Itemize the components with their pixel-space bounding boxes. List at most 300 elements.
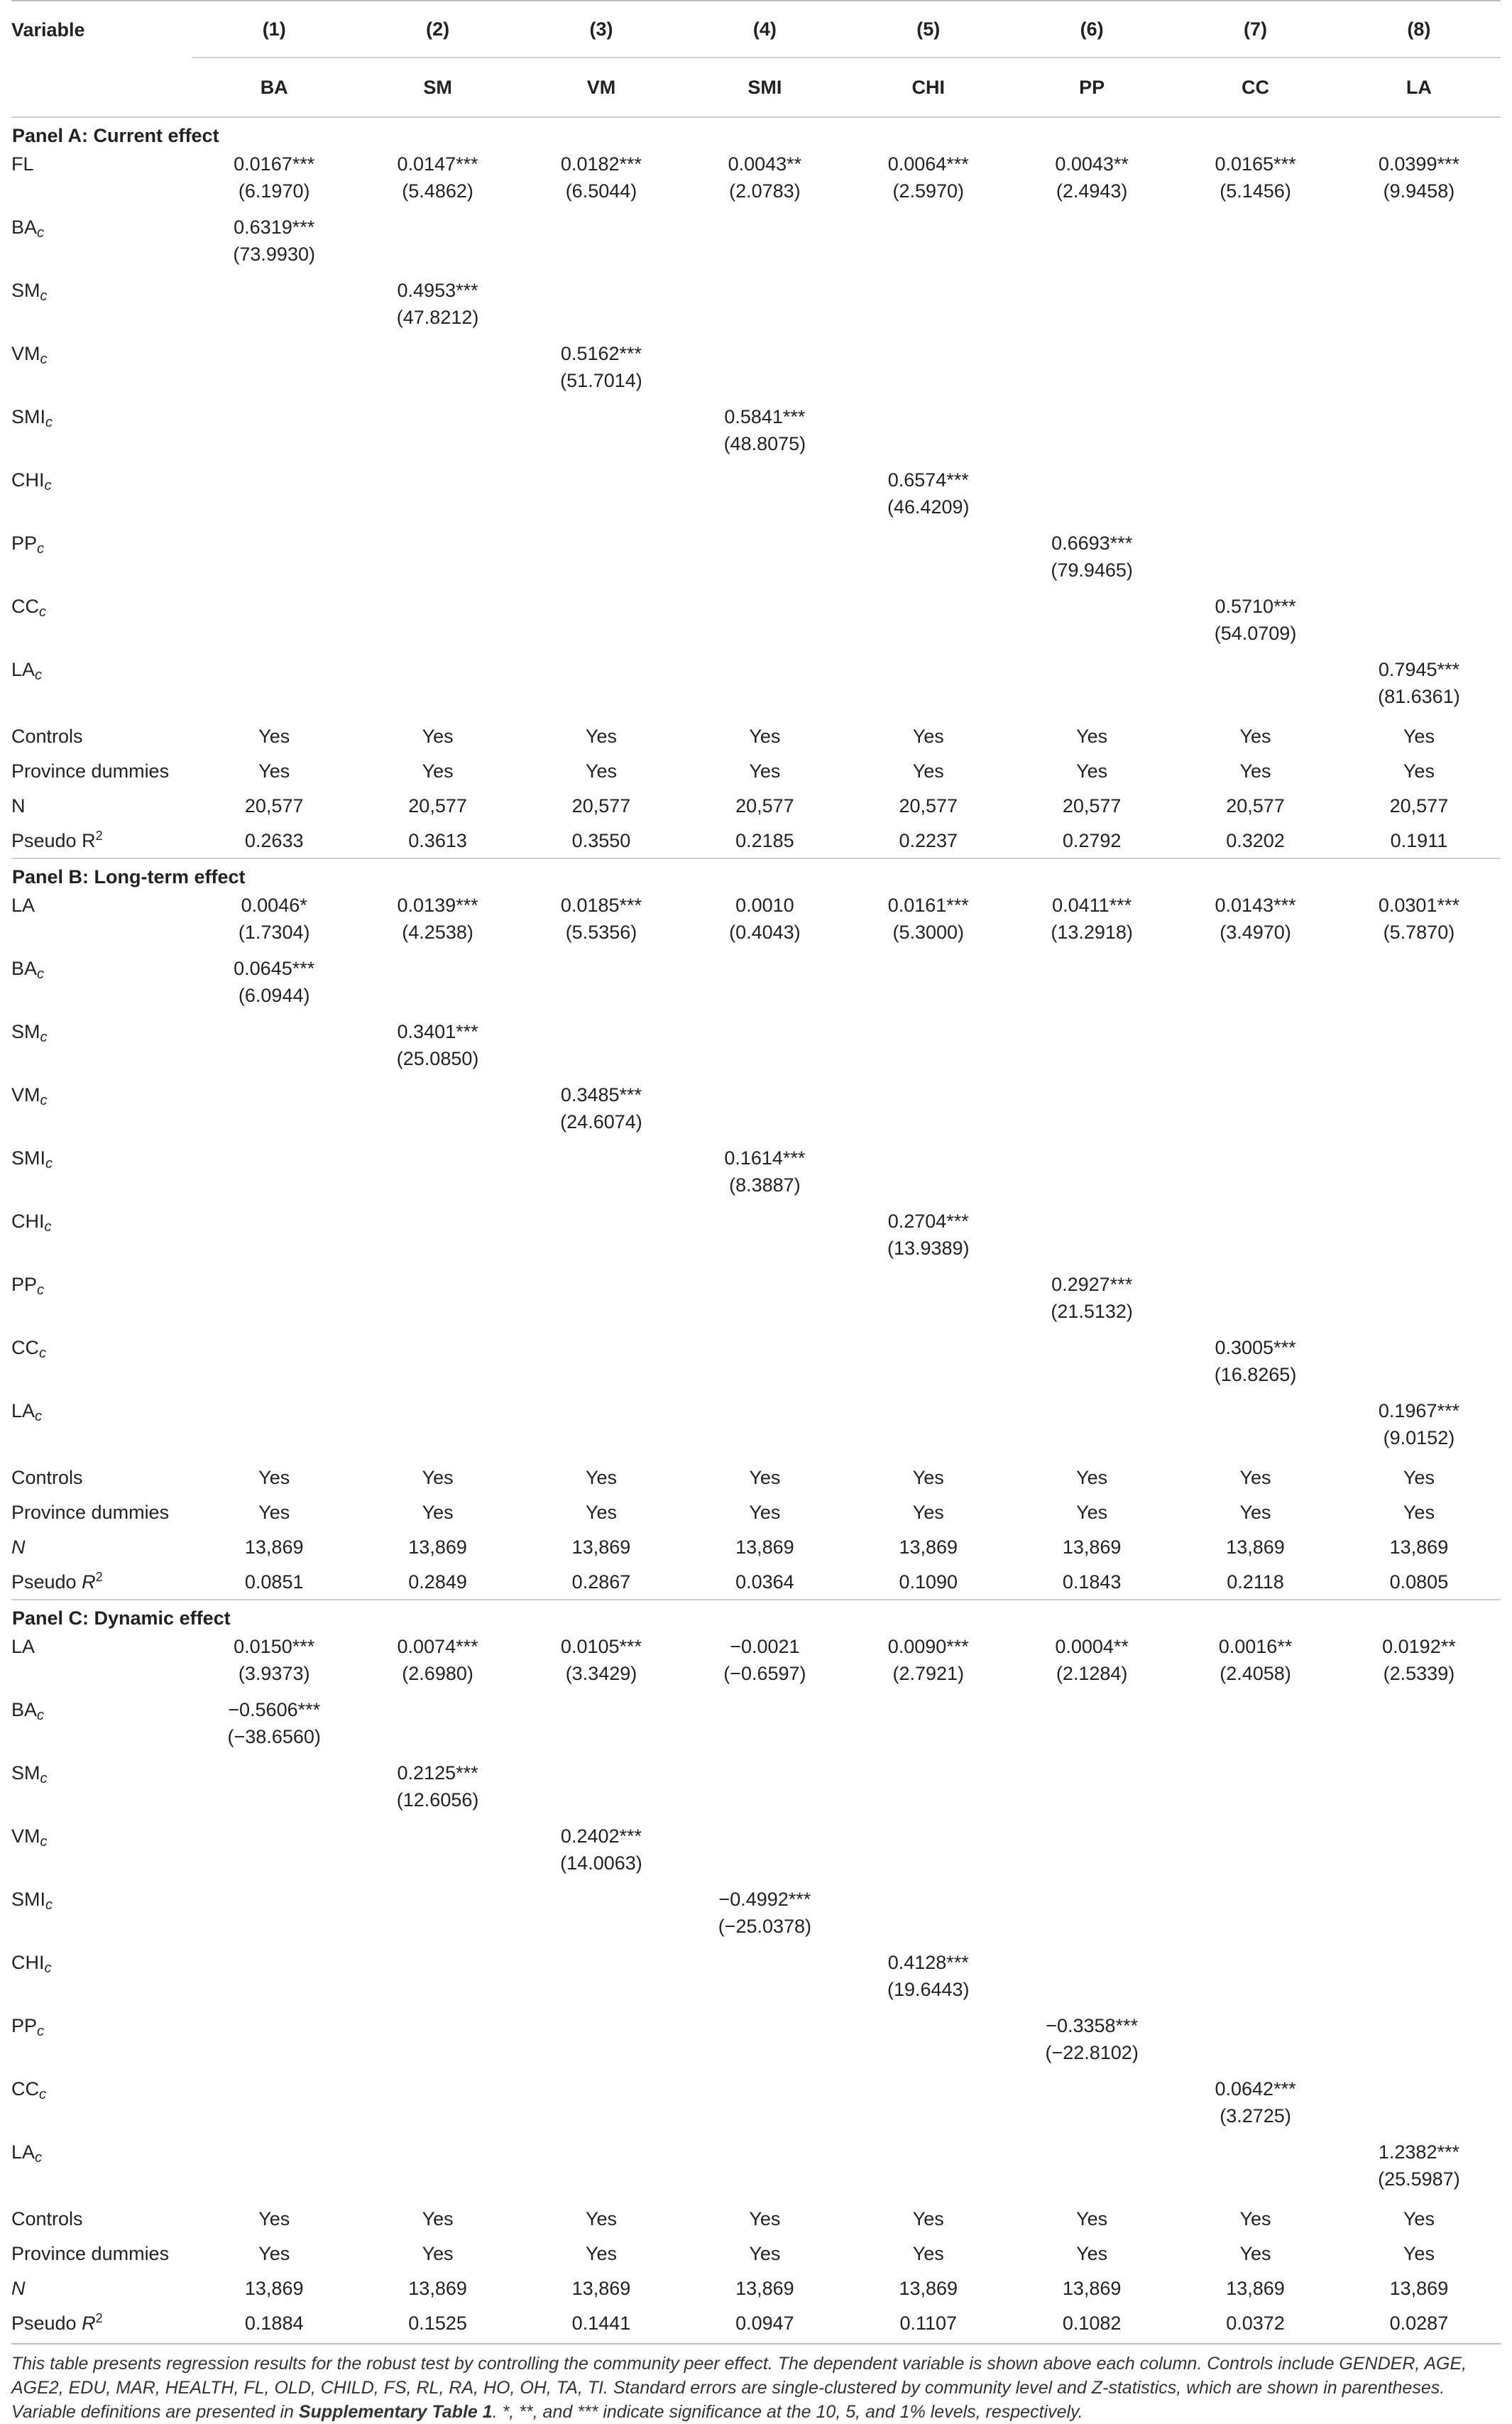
peer-subscript: c [39, 604, 46, 620]
coefficient-cell [847, 592, 1010, 655]
supplementary-table-link[interactable]: Supplementary Table 1 [298, 2402, 493, 2422]
value-cell: Yes [1403, 760, 1435, 782]
peer-effect-row [11, 2138, 1501, 2201]
z-statistic: (8.3887) [729, 1174, 801, 1196]
peer-subscript: c [37, 225, 45, 241]
z-statistic: (25.0850) [396, 1048, 479, 1069]
peer-subscript: c [35, 667, 43, 683]
row-label-text: Controls [11, 1466, 83, 1488]
row-label [11, 1885, 192, 1948]
peer-effect-row [11, 655, 1501, 719]
coefficient: 0.1967*** [1378, 1400, 1459, 1421]
z-statistic: (−25.0378) [718, 1916, 812, 1937]
coefficient-cell [847, 339, 1010, 403]
coefficient-cell [1010, 2011, 1173, 2075]
row-label [11, 788, 192, 823]
value-cell: 13,869 [1062, 1536, 1122, 1558]
peer-subscript: c [37, 966, 45, 982]
coefficient-cell [1010, 954, 1173, 1017]
coefficient-cell [1173, 1759, 1337, 1822]
key-variable-row [11, 891, 1501, 954]
coefficient-cell [356, 276, 519, 339]
value-cell: 0.2633 [244, 829, 304, 851]
peer-subscript: c [37, 1708, 45, 1723]
controls-row [11, 1460, 1501, 1495]
coefficient-cell [192, 1081, 356, 1144]
coefficient-cell [1337, 1759, 1501, 1822]
coefficient-cell [356, 339, 519, 403]
z-statistic: (−0.6597) [723, 1663, 806, 1684]
peer-subscript: c [40, 351, 48, 367]
value-cell: Yes [749, 725, 781, 747]
coefficient-cell [520, 592, 683, 655]
row-label [11, 1948, 192, 2011]
value-cell: Yes [1076, 1501, 1108, 1523]
z-statistic: (2.7921) [892, 1663, 965, 1684]
coefficient-cell [356, 592, 519, 655]
z-statistic: (6.0944) [238, 985, 310, 1006]
peer-var-base: CHI [11, 1211, 45, 1232]
coefficient-cell [192, 891, 356, 954]
peer-effect-row [11, 1822, 1501, 1885]
row-label [11, 655, 192, 719]
coefficient: 0.0046* [241, 895, 307, 916]
row-label [11, 1529, 192, 1564]
coefficient-cell [1337, 529, 1501, 592]
coefficient-cell [683, 2138, 846, 2201]
peer-effect-row [11, 213, 1501, 276]
coefficient-cell [1010, 403, 1173, 466]
row-label [11, 1270, 192, 1333]
value-cell: Yes [1239, 2207, 1271, 2229]
coefficient-cell [192, 1948, 356, 2011]
coefficient: 0.0150*** [234, 1636, 315, 1657]
coefficient-cell [1010, 529, 1173, 592]
coefficient-cell [683, 1207, 846, 1270]
row-label [11, 2305, 192, 2340]
coefficient-cell [683, 954, 846, 1017]
coefficient-cell [683, 1632, 846, 1696]
coefficient-cell [356, 1397, 519, 1460]
row-label [11, 2201, 192, 2236]
peer-effect-row [11, 1759, 1501, 1822]
z-statistic: (2.5970) [892, 180, 965, 202]
row-label [11, 823, 192, 858]
coefficient: 0.1614*** [724, 1147, 806, 1169]
column-name: SM [356, 58, 519, 117]
coefficient-cell [683, 403, 846, 466]
coefficient-cell [192, 466, 356, 529]
coefficient-cell [1173, 1081, 1337, 1144]
z-statistic: (2.6980) [402, 1663, 473, 1684]
coefficient: 0.0010 [735, 895, 794, 916]
value-cell: 0.2118 [1227, 1571, 1284, 1593]
coefficient-cell [192, 1270, 356, 1333]
coefficient-cell [356, 1885, 519, 1948]
coefficient-cell [1010, 1207, 1173, 1270]
coefficient: 0.0043** [1055, 153, 1129, 175]
value-cell: 13,869 [244, 1536, 304, 1558]
coefficient-cell [520, 1696, 683, 1759]
coefficient-cell [847, 1885, 1010, 1948]
value-cell: Yes [1076, 725, 1108, 747]
peer-var-base: LA [11, 1400, 35, 1421]
value-cell: 13,869 [571, 2277, 631, 2299]
n-row [11, 788, 1501, 823]
coefficient: 0.0301*** [1378, 895, 1459, 916]
peer-subscript: c [45, 415, 53, 430]
coefficient-cell [847, 1270, 1010, 1333]
coefficient-cell [1173, 2011, 1337, 2075]
peer-subscript: c [39, 2087, 46, 2102]
coefficient-cell [1173, 1270, 1337, 1333]
column-number: (6) [1080, 18, 1104, 40]
peer-subscript: c [40, 1030, 48, 1045]
coefficient-cell [356, 1822, 519, 1885]
coefficient-cell [1173, 1333, 1337, 1397]
coefficient: 0.0139*** [397, 895, 478, 916]
coefficient-cell [356, 1948, 519, 2011]
z-statistic: (2.4058) [1220, 1663, 1291, 1684]
z-statistic: (25.5987) [1378, 2168, 1460, 2190]
peer-subscript: c [44, 1219, 52, 1235]
value-cell: 0.0287 [1389, 2312, 1449, 2334]
coefficient: 0.0182*** [560, 153, 642, 175]
column-name: CC [1173, 58, 1337, 117]
row-label-text: Pseudo R [11, 829, 96, 851]
value-cell: 20,577 [1389, 795, 1449, 817]
value-cell: 0.1525 [408, 2312, 467, 2334]
coefficient: 0.0016** [1218, 1636, 1293, 1657]
z-statistic: (13.9389) [887, 1238, 970, 1259]
coefficient: 1.2382*** [1378, 2141, 1459, 2163]
value-cell: Yes [749, 2242, 781, 2264]
row-label: LA [11, 1636, 35, 1657]
coefficient: 0.4128*** [887, 1952, 969, 1973]
coefficient-cell [847, 1696, 1010, 1759]
coefficient: 0.3485*** [560, 1084, 642, 1105]
r2-superscript: 2 [95, 2310, 103, 2325]
coefficient-cell [192, 954, 356, 1017]
value-cell: 20,577 [244, 795, 304, 817]
coefficient-cell [520, 1885, 683, 1948]
coefficient-cell [192, 150, 356, 213]
coefficient-cell [1173, 655, 1337, 719]
row-label [11, 2075, 192, 2138]
coefficient-cell [1010, 213, 1173, 276]
coefficient-cell [520, 1270, 683, 1333]
coefficient-cell [1337, 1081, 1501, 1144]
value-cell: Yes [258, 1501, 290, 1523]
peer-var-base: SM [11, 1762, 40, 1784]
value-cell: Yes [1403, 2207, 1435, 2229]
coefficient-cell [847, 1017, 1010, 1081]
coefficient-cell [1010, 1144, 1173, 1207]
coefficient-cell [356, 213, 519, 276]
row-label-text: Pseudo R [11, 2312, 96, 2334]
value-cell: Yes [1239, 725, 1271, 747]
row-label [11, 213, 192, 276]
coefficient-cell [192, 339, 356, 403]
z-statistic: (4.2538) [402, 922, 473, 943]
column-number: (1) [262, 18, 286, 40]
peer-subscript: c [37, 541, 45, 557]
z-statistic: (14.0063) [560, 1852, 642, 1874]
coefficient-cell [847, 276, 1010, 339]
peer-var-base: CC [11, 2078, 39, 2100]
value-cell: 0.2237 [899, 829, 958, 851]
z-statistic: (3.4970) [1220, 922, 1291, 943]
peer-var-base: SM [11, 280, 40, 301]
coefficient-cell [192, 592, 356, 655]
coefficient-cell [192, 529, 356, 592]
coefficient: 0.0399*** [1378, 153, 1459, 175]
controls-row [11, 2201, 1501, 2236]
z-statistic: (5.3000) [892, 922, 965, 943]
coefficient-cell [683, 592, 846, 655]
peer-effect-row [11, 1397, 1501, 1460]
coefficient-cell [1337, 213, 1501, 276]
peer-effect-row [11, 276, 1501, 339]
coefficient-cell [520, 2138, 683, 2201]
coefficient-cell [683, 1885, 846, 1948]
peer-var-base: VM [11, 343, 40, 364]
coefficient-cell [356, 1144, 519, 1207]
coefficient-cell [520, 2011, 683, 2075]
coefficient-cell [1337, 655, 1501, 719]
value-cell: Yes [912, 760, 944, 782]
row-label: FL [11, 153, 34, 175]
coefficient-cell [1173, 1822, 1337, 1885]
coefficient-cell [356, 2138, 519, 2201]
coefficient-cell [683, 1397, 846, 1460]
controls-row [11, 719, 1501, 753]
peer-effect-row [11, 339, 1501, 403]
coefficient-cell [520, 1207, 683, 1270]
coefficient-cell [1337, 1885, 1501, 1948]
column-number: (3) [589, 18, 613, 40]
coefficient-cell [1337, 592, 1501, 655]
peer-var-base: VM [11, 1825, 40, 1847]
footnote-text-end: . *, **, and *** indicate significance at the 10, 5, and 1% levels, respectively. [492, 2402, 1083, 2422]
coefficient-cell [1010, 1081, 1173, 1144]
r2-superscript: 2 [95, 828, 103, 843]
value-cell: Yes [1076, 760, 1108, 782]
value-cell: 0.2867 [571, 1571, 631, 1593]
peer-effect-row [11, 1270, 1501, 1333]
peer-var-base: PP [11, 533, 38, 554]
column-name: CHI [847, 58, 1010, 117]
row-label-text: Province dummies [11, 760, 170, 782]
z-statistic: (13.2918) [1051, 922, 1133, 943]
peer-var-base: SMI [11, 1147, 46, 1169]
column-name: PP [1010, 58, 1173, 117]
table-body [11, 117, 1501, 2340]
coefficient: 0.0167*** [234, 153, 315, 175]
row-label [11, 1144, 192, 1207]
row-label-text: Pseudo R [11, 1571, 96, 1593]
coefficient-cell [1010, 2075, 1173, 2138]
coefficient-cell [356, 655, 519, 719]
value-cell: 0.3550 [571, 829, 631, 851]
value-cell: 0.0851 [244, 1571, 304, 1593]
coefficient-cell [847, 213, 1010, 276]
variable-header: Variable [11, 18, 85, 40]
peer-effect-row [11, 403, 1501, 466]
value-cell: Yes [749, 1466, 781, 1488]
value-cell: Yes [912, 725, 944, 747]
value-cell: Yes [422, 1501, 454, 1523]
peer-subscript: c [40, 288, 48, 304]
z-statistic: (9.0152) [1383, 1427, 1455, 1448]
peer-subscript: c [35, 2150, 43, 2166]
r2-superscript: 2 [95, 1569, 103, 1584]
coefficient-cell [1337, 1270, 1501, 1333]
z-statistic: (0.4043) [729, 922, 801, 943]
coefficient-cell [1337, 466, 1501, 529]
panel-title-row [11, 117, 1501, 150]
column-name: VM [520, 58, 683, 117]
coefficient-cell [192, 1759, 356, 1822]
peer-var-base: LA [11, 659, 35, 680]
coefficient-cell [1337, 1207, 1501, 1270]
coefficient: 0.0105*** [560, 1636, 642, 1657]
value-cell: Yes [585, 1466, 617, 1488]
value-cell: 0.2792 [1062, 829, 1122, 851]
coefficient-cell [1337, 1696, 1501, 1759]
coefficient: 0.0642*** [1215, 2078, 1296, 2100]
value-cell: 20,577 [899, 795, 958, 817]
coefficient-cell [1173, 592, 1337, 655]
coefficient-cell [356, 2075, 519, 2138]
coefficient-cell [1173, 403, 1337, 466]
value-cell: 0.1884 [244, 2312, 304, 2334]
value-cell: Yes [749, 1501, 781, 1523]
coefficient: −0.5606*** [228, 1699, 321, 1720]
coefficient-cell [520, 276, 683, 339]
value-cell: 13,869 [1226, 1536, 1285, 1558]
pseudo-r2-row [11, 823, 1501, 858]
z-statistic: (24.6074) [560, 1111, 642, 1132]
coefficient-cell [683, 1333, 846, 1397]
value-cell: 0.0805 [1389, 1571, 1449, 1593]
row-label [11, 276, 192, 339]
coefficient-cell [847, 1207, 1010, 1270]
value-cell: Yes [585, 2242, 617, 2264]
value-cell: Yes [585, 2207, 617, 2229]
value-cell: 0.1090 [899, 1571, 958, 1593]
coefficient: 0.2927*** [1051, 1274, 1133, 1295]
coefficient-cell [1010, 891, 1173, 954]
peer-subscript: c [35, 1409, 43, 1424]
peer-subscript: c [37, 2024, 45, 2039]
z-statistic: (3.2725) [1220, 2105, 1291, 2127]
coefficient-cell [1010, 276, 1173, 339]
value-cell: Yes [422, 1466, 454, 1488]
row-label [11, 339, 192, 403]
coefficient-cell [520, 1822, 683, 1885]
coefficient-cell [356, 529, 519, 592]
coefficient-cell [1337, 2011, 1501, 2075]
coefficient-cell [192, 1017, 356, 1081]
province-dummies-row [11, 1495, 1501, 1529]
coefficient-cell [520, 1397, 683, 1460]
z-statistic: (5.5356) [565, 922, 637, 943]
coefficient: 0.3005*** [1215, 1337, 1296, 1358]
coefficient-cell [1173, 1632, 1337, 1696]
value-cell: 0.2185 [735, 829, 794, 851]
row-label [11, 753, 192, 788]
value-cell: Yes [258, 2207, 290, 2229]
panel-title-row [11, 858, 1501, 891]
peer-var-base: SMI [11, 406, 46, 427]
z-statistic: (2.1284) [1056, 1663, 1128, 1684]
value-cell: 13,869 [244, 2277, 304, 2299]
coefficient: 0.0185*** [560, 895, 642, 916]
value-cell: Yes [1239, 2242, 1271, 2264]
row-label [11, 954, 192, 1017]
key-variable-row [11, 1632, 1501, 1696]
coefficient-cell [1010, 466, 1173, 529]
coefficient-cell [1173, 1207, 1337, 1270]
value-cell: Yes [749, 2207, 781, 2229]
value-cell: Yes [422, 760, 454, 782]
coefficient-cell [1010, 655, 1173, 719]
peer-var-base: CC [11, 596, 39, 617]
coefficient-cell [192, 403, 356, 466]
z-statistic: (81.6361) [1378, 686, 1460, 707]
row-label [11, 1207, 192, 1270]
coefficient-cell [1173, 150, 1337, 213]
coefficient-cell [192, 1333, 356, 1397]
value-cell: 13,869 [408, 2277, 467, 2299]
coefficient-cell [356, 954, 519, 1017]
coefficient-cell [192, 1397, 356, 1460]
peer-var-base: BA [11, 958, 38, 979]
value-cell: 13,869 [1226, 2277, 1285, 2299]
value-cell: 13,869 [408, 1536, 467, 1558]
column-number: (4) [752, 18, 777, 40]
z-statistic: (47.8212) [396, 307, 479, 328]
value-cell: 0.0364 [735, 1571, 794, 1593]
coefficient: 0.0074*** [397, 1636, 478, 1657]
coefficient: −0.3358*** [1046, 2015, 1139, 2036]
coefficient-cell [356, 2011, 519, 2075]
coefficient-cell [520, 1081, 683, 1144]
coefficient-cell [356, 1017, 519, 1081]
coefficient-cell [520, 466, 683, 529]
z-statistic: (5.1456) [1220, 180, 1291, 202]
coefficient-cell [1010, 1397, 1173, 1460]
coefficient-cell [192, 1822, 356, 1885]
value-cell: Yes [912, 2207, 944, 2229]
coefficient-cell [356, 1632, 519, 1696]
panel-title: Panel C: Dynamic effect [11, 1600, 1501, 1632]
value-cell: Yes [912, 2242, 944, 2264]
z-statistic: (16.8265) [1214, 1364, 1297, 1385]
coefficient-cell [520, 954, 683, 1017]
coefficient-cell [1173, 1017, 1337, 1081]
value-cell: Yes [1403, 1466, 1435, 1488]
coefficient-cell [1010, 1270, 1173, 1333]
row-label [11, 2271, 192, 2305]
coefficient-cell [1173, 276, 1337, 339]
coefficient-cell [1337, 339, 1501, 403]
coefficient-cell [683, 276, 846, 339]
coefficient-cell [847, 2138, 1010, 2201]
coefficient-cell [847, 891, 1010, 954]
coefficient-cell [520, 403, 683, 466]
